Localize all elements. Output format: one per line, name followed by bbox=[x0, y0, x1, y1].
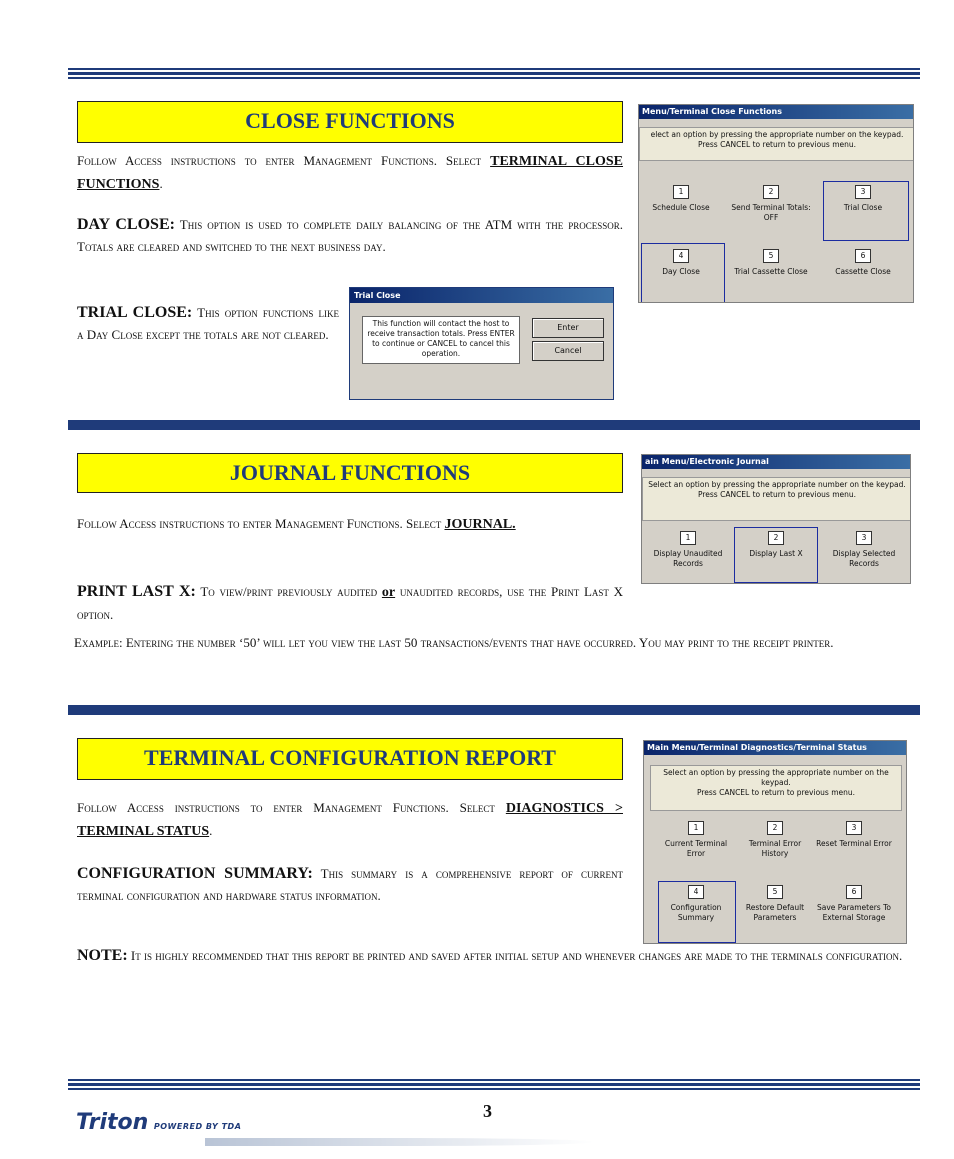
close-menu-screen bbox=[638, 104, 914, 303]
journal-functions-heading: JOURNAL FUNCTIONS bbox=[77, 453, 623, 493]
option-trial-close[interactable]: 3 Trial Close bbox=[843, 187, 883, 212]
option-cassette-close[interactable]: 6 Cassette Close bbox=[835, 251, 891, 276]
dialog-message: This function will contact the host to receive transaction totals. Press ENTER to continue or CANCEL to cancel this operation. bbox=[362, 316, 520, 364]
option-terminal-error-history[interactable]: 2 Terminal Error History bbox=[748, 823, 802, 858]
highlight-day-close bbox=[641, 243, 725, 303]
config-intro: Follow Access instructions to enter Management Functions. Select DIAGNOSTICS > TERMINAL STATUS. bbox=[77, 800, 623, 839]
footer-rule bbox=[68, 1079, 920, 1092]
screen-title: Main Menu/Terminal Diagnostics/Terminal Status bbox=[644, 741, 906, 755]
screen-title: Menu/Terminal Close Functions bbox=[639, 105, 913, 119]
configuration-summary-paragraph: CONFIGURATION SUMMARY: This summary is a comprehensive report of current terminal configuration and hardware status information. bbox=[77, 865, 623, 903]
triton-logo: Triton POWERED BY TDA bbox=[76, 1110, 242, 1135]
example-paragraph: Example: Entering the number ‘50’ will let you view the last 50 transactions/events that have occurred. You may print to the receipt printer. bbox=[74, 635, 834, 650]
day-close-paragraph: DAY CLOSE: This option is used to complete daily balancing of the ATM with the processor. Totals are cleared and switched to the next business day. bbox=[77, 216, 623, 254]
dialog-title: Trial Close bbox=[350, 288, 613, 303]
option-current-terminal-error[interactable]: 1 Current Terminal Error bbox=[664, 823, 728, 858]
close-functions-heading: CLOSE FUNCTIONS bbox=[77, 101, 623, 143]
section-divider bbox=[68, 420, 920, 430]
enter-button[interactable]: Enter bbox=[532, 318, 604, 338]
screen-title: ain Menu/Electronic Journal bbox=[642, 455, 910, 469]
option-save-parameters[interactable]: 6 Save Parameters To External Storage bbox=[816, 887, 891, 922]
option-day-close[interactable]: 4 Day Close bbox=[662, 251, 700, 276]
option-display-selected[interactable]: 3 Display Selected Records bbox=[832, 533, 896, 568]
terminal-close-functions-link: TERMINAL CLOSE FUNCTIONS bbox=[77, 154, 624, 192]
highlight-trial-close bbox=[823, 181, 909, 241]
option-restore-default-parameters[interactable]: 5 Restore Default Parameters bbox=[745, 887, 805, 922]
journal-menu-screen bbox=[641, 454, 911, 584]
option-schedule-close[interactable]: 1 Schedule Close bbox=[652, 187, 710, 212]
trial-close-dialog bbox=[349, 287, 614, 400]
diagnostics-terminal-status-link: DIAGNOSTICS > TERMINAL STATUS bbox=[77, 801, 623, 839]
highlight-display-last-x bbox=[734, 527, 818, 583]
page-number: 3 bbox=[483, 1101, 492, 1121]
print-last-x-paragraph: PRINT LAST X: To view/print previously audited or unaudited records, use the Print Last X option. bbox=[77, 583, 624, 622]
screen-instructions: Select an option by pressing the appropriate number on the keypad. Press CANCEL to return to previous menu. bbox=[650, 765, 902, 811]
trial-close-paragraph: TRIAL CLOSE: This option functions like a Day Close except the totals are not cleared. bbox=[77, 304, 339, 342]
header-rule bbox=[68, 68, 920, 81]
section-divider bbox=[68, 705, 920, 715]
option-trial-cassette-close[interactable]: 5 Trial Cassette Close bbox=[734, 251, 808, 276]
option-configuration-summary[interactable]: 4 Configuration Summary bbox=[670, 887, 722, 922]
journal-link: JOURNAL. bbox=[444, 517, 516, 532]
logo-swoosh bbox=[205, 1138, 595, 1146]
close-intro: Follow Access instructions to enter Management Functions. Select TERMINAL CLOSE FUNCTIONS. bbox=[77, 153, 624, 192]
screen-instructions: elect an option by pressing the appropriate number on the keypad. Press CANCEL to return to previous menu. bbox=[639, 127, 914, 161]
option-display-unaudited[interactable]: 1 Display Unaudited Records bbox=[653, 533, 723, 568]
journal-intro: Follow Access instructions to enter Management Functions. Select JOURNAL. bbox=[77, 516, 516, 532]
terminal-status-screen bbox=[643, 740, 907, 944]
option-display-last-x[interactable]: 2 Display Last X bbox=[749, 533, 803, 558]
option-send-terminal-totals[interactable]: 2 Send Terminal Totals: OFF bbox=[731, 187, 811, 222]
cancel-button[interactable]: Cancel bbox=[532, 341, 604, 361]
note-paragraph: NOTE: It is highly recommended that this report be printed and saved after initial setup and whenever changes are made to the terminals configuration. bbox=[77, 947, 903, 964]
option-reset-terminal-error[interactable]: 3 Reset Terminal Error bbox=[816, 823, 892, 848]
terminal-configuration-heading: TERMINAL CONFIGURATION REPORT bbox=[77, 738, 623, 780]
screen-instructions: Select an option by pressing the appropriate number on the keypad. Press CANCEL to return to previous menu. bbox=[642, 477, 911, 521]
highlight-configuration-summary bbox=[658, 881, 736, 943]
